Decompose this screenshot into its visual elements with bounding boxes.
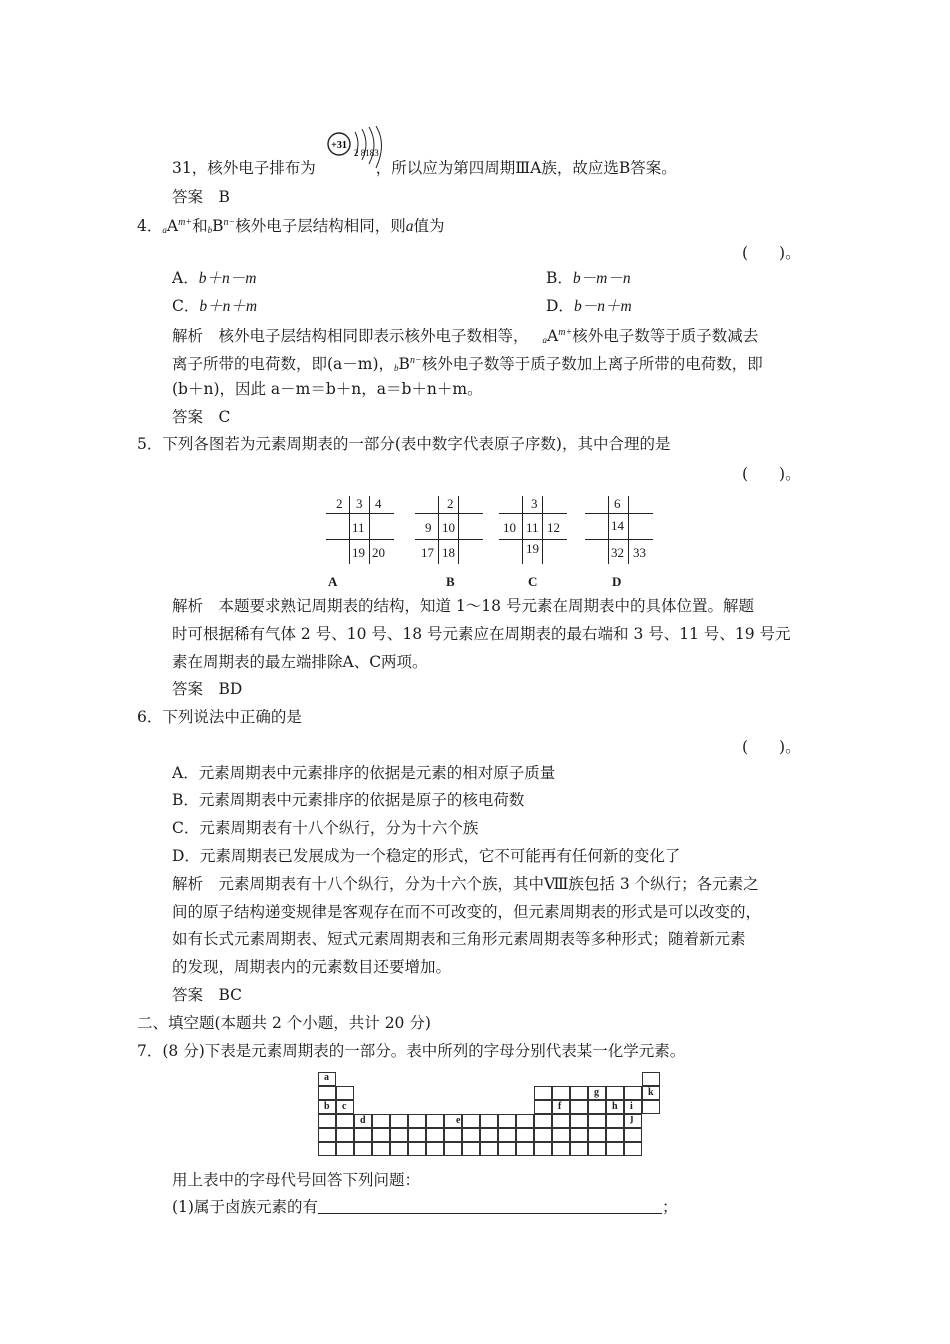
- atom-shells: 2 8183: [354, 148, 379, 158]
- q7-sub-1-text: (1)属于卤族元素的有: [172, 1198, 318, 1216]
- table-cell: [462, 1128, 480, 1142]
- table-cell: [570, 1128, 588, 1142]
- q5-figure-c: [499, 496, 567, 591]
- fig-b-num: 18: [442, 545, 455, 560]
- section-2-title: 二、填空题(本题共 2 个小题，共计 20 分): [137, 1014, 431, 1032]
- q3-line1-prefix: 31，核外电子排布为: [172, 159, 316, 177]
- table-cell: [624, 1142, 642, 1156]
- table-cell: [318, 1142, 336, 1156]
- q5-answer: 答案 BD: [172, 680, 243, 698]
- q4-option-a-value: b＋n－m: [198, 270, 257, 287]
- table-cell: [372, 1128, 390, 1142]
- element-b: b: [324, 1101, 330, 1112]
- table-cell: [462, 1114, 480, 1128]
- element-d: d: [360, 1115, 366, 1126]
- q4-option-b[interactable]: [546, 268, 631, 289]
- table-cell: [336, 1128, 354, 1142]
- q7-instruction: 用上表中的字母代号回答下列问题：: [172, 1171, 421, 1189]
- element-e: e: [456, 1115, 461, 1126]
- q7-sub-1-answer-blank[interactable]: [318, 1198, 662, 1214]
- element-k: k: [648, 1087, 654, 1098]
- table-cell: [372, 1142, 390, 1156]
- fig-a-num: 11: [352, 520, 365, 535]
- fig-c-num: 19: [526, 541, 539, 556]
- q6-analysis-3: 如有长式元素周期表、短式元素周期表和三角形元素周期表等多种形式；随着新元素: [172, 930, 746, 948]
- table-cell: [498, 1114, 516, 1128]
- periodic-table-fragment: [318, 1072, 660, 1156]
- table-cell: [408, 1142, 426, 1156]
- q4-option-d[interactable]: [546, 296, 632, 317]
- q4-analysis-2: [172, 351, 763, 378]
- table-cell: [354, 1128, 372, 1142]
- table-cell: [480, 1114, 498, 1128]
- table-cell: [606, 1114, 624, 1128]
- q6-answer: 答案 BC: [172, 986, 243, 1004]
- q4-analysis-ion-a: A: [547, 327, 559, 345]
- table-cell: [534, 1114, 552, 1128]
- table-cell: [408, 1114, 426, 1128]
- table-cell: [516, 1142, 534, 1156]
- fig-d-num: 32: [611, 545, 624, 560]
- table-cell: [372, 1114, 390, 1128]
- q4-option-d-label: D．: [546, 297, 574, 315]
- table-cell: [624, 1128, 642, 1142]
- table-cell: [426, 1114, 444, 1128]
- table-cell: [516, 1128, 534, 1142]
- q4-option-c[interactable]: [172, 296, 257, 317]
- q7-sub-1: [172, 1197, 677, 1217]
- table-cell: [606, 1142, 624, 1156]
- q4-analysis-1-tail: 核外电子数等于质子数减去: [572, 327, 759, 345]
- q6-option-a[interactable]: A．元素周期表中元素排序的依据是元素的相对原子质量: [172, 764, 556, 782]
- table-cell: [354, 1142, 372, 1156]
- q5-answer-paren: ( )。: [742, 465, 801, 483]
- q5-analysis-1: 解析 本题要求熟记周期表的结构，知道 1～18 号元素在周期表中的具体位置。解题: [172, 597, 754, 615]
- element-g: g: [594, 1087, 599, 1098]
- q6-analysis-4: 的发现，周期表内的元素数目还要增加。: [172, 958, 452, 976]
- q6-stem: 6．下列说法中正确的是: [137, 708, 302, 726]
- q7-stem: 7．(8 分)下表是元素周期表的一部分。表中所列的字母分别代表某一化学元素。: [137, 1042, 686, 1060]
- q4-analysis-2-tail: 核外电子数等于质子数加上离子所带的电荷数，即: [421, 355, 763, 373]
- q5-stem: 5．下列各图若为元素周期表的一部分(表中数字代表原子序数)，其中合理的是: [137, 435, 671, 453]
- table-cell: [336, 1142, 354, 1156]
- q4-analysis-sup-b: n−: [409, 355, 422, 366]
- q4-option-a-label: A．: [172, 269, 199, 287]
- table-cell: [480, 1142, 498, 1156]
- q4-stem: [137, 213, 445, 240]
- fig-b-num: 17: [421, 545, 434, 560]
- q4-option-b-label: B．: [546, 269, 573, 287]
- q4-sub-a: a: [162, 225, 167, 235]
- fig-c-caption: C: [528, 574, 538, 589]
- fig-a-num: 19: [352, 545, 365, 560]
- q4-post: 核外电子层结构相同，则: [235, 217, 406, 235]
- table-cell: [498, 1128, 516, 1142]
- table-cell: [588, 1114, 606, 1128]
- element-c: c: [342, 1101, 347, 1112]
- table-cell: [390, 1142, 408, 1156]
- table-cell: [318, 1128, 336, 1142]
- table-cell: [552, 1142, 570, 1156]
- q4-analysis-ion-b: B: [398, 355, 410, 373]
- fig-d-caption: D: [612, 574, 622, 589]
- fig-d-num: 6: [614, 496, 621, 511]
- q3-answer: 答案 B: [172, 188, 230, 206]
- q4-analysis-1: [172, 323, 758, 350]
- table-cell: [480, 1128, 498, 1142]
- q6-option-d[interactable]: D．元素周期表已发展成为一个稳定的形式，它不可能再有任何新的变化了: [172, 847, 681, 865]
- q4-analysis-sub-a: a: [542, 335, 548, 345]
- q4-var: a: [405, 218, 414, 235]
- q4-answer-paren: ( )。: [742, 244, 801, 262]
- fig-c-num: 11: [526, 520, 539, 535]
- q4-ion-b: B: [212, 217, 224, 235]
- table-cell: [462, 1142, 480, 1156]
- table-cell: [318, 1114, 336, 1128]
- table-cell: [570, 1114, 588, 1128]
- fig-d-num: 33: [633, 545, 646, 560]
- q5-analysis-3: 素在周期表的最左端排除A、C两项。: [172, 653, 428, 671]
- q6-answer-paren: ( )。: [742, 738, 801, 756]
- q4-analysis-sub-b: b: [394, 363, 399, 373]
- q4-analysis-sup-a: m+: [558, 327, 573, 338]
- q4-analysis-2-text: 离子所带的电荷数，即(a－m)，: [172, 355, 395, 373]
- table-cell: [390, 1128, 408, 1142]
- table-cell: [390, 1114, 408, 1128]
- q4-option-a[interactable]: [172, 268, 256, 289]
- q4-option-b-value: b－m－n: [572, 270, 631, 287]
- q5-figure-a: [326, 496, 394, 591]
- q4-option-c-label: C．: [172, 297, 200, 315]
- q3-line-1: [172, 158, 677, 178]
- table-cell: [444, 1128, 462, 1142]
- table-cell: [426, 1128, 444, 1142]
- element-i: i: [630, 1101, 633, 1112]
- q5-figure-b: [415, 496, 483, 591]
- q4-end: 值为: [413, 217, 445, 235]
- q4-analysis-3: (b＋n)，因此 a－m＝b＋n，a＝b＋n＋m。: [172, 380, 483, 398]
- q4-answer: 答案 C: [172, 408, 231, 426]
- table-cell: [516, 1114, 534, 1128]
- table-cell: [498, 1142, 516, 1156]
- fig-a-num: 3: [356, 496, 363, 511]
- q4-option-c-value: b＋n＋m: [199, 298, 258, 315]
- q6-analysis-1: 解析 元素周期表有十八个纵行，分为十六个族，其中Ⅷ族包括 3 个纵行；各元素之: [172, 875, 759, 893]
- q5-figure-d: [585, 496, 653, 591]
- fig-b-num: 2: [447, 496, 454, 511]
- table-cell: [534, 1142, 552, 1156]
- q6-option-c[interactable]: C．元素周期表有十八个纵行，分为十六个族: [172, 819, 479, 837]
- table-cell: [552, 1114, 570, 1128]
- q4-sup-a: m+: [178, 217, 193, 228]
- q4-analysis-1-text: 解析 核外电子层结构相同即表示核外电子数相等，: [172, 327, 529, 345]
- table-cell: [552, 1128, 570, 1142]
- table-cell: [408, 1128, 426, 1142]
- fig-a-num: 4: [375, 496, 382, 511]
- table-cell: [534, 1128, 552, 1142]
- q6-option-b[interactable]: B．元素周期表中元素排序的依据是原子的核电荷数: [172, 791, 525, 809]
- atom-nucleus: +31: [331, 140, 347, 151]
- fig-c-num: 3: [531, 496, 538, 511]
- fig-b-caption: B: [446, 574, 455, 589]
- q4-sup-b: n−: [223, 217, 236, 228]
- element-j: j: [630, 1113, 634, 1124]
- fig-c-num: 12: [547, 520, 560, 535]
- table-cell: [588, 1142, 606, 1156]
- table-cell: [606, 1128, 624, 1142]
- atom-structure-diagram: [325, 126, 395, 176]
- fig-b-num: 10: [442, 520, 455, 535]
- table-cell: [570, 1142, 588, 1156]
- q4-ion-a: A: [166, 217, 179, 235]
- q7-sub-1-end: ；: [661, 1198, 678, 1216]
- q5-analysis-2: 时可根据稀有气体 2 号、10 号、18 号元素应在周期表的最右端和 3 号、11 号、19 号元: [172, 625, 791, 643]
- fig-a-num: 20: [372, 545, 385, 560]
- fig-d-num: 14: [611, 518, 624, 533]
- element-h: h: [612, 1101, 618, 1112]
- fig-b-num: 9: [425, 520, 432, 535]
- q6-analysis-2: 间的原子结构递变规律是客观存在而不可改变的，但元素周期表的形式是可以改变的，: [172, 903, 762, 921]
- table-cell: [588, 1128, 606, 1142]
- fig-a-num: 2: [336, 496, 343, 511]
- q4-mid: 和: [192, 217, 208, 235]
- table-cell: [426, 1142, 444, 1156]
- element-f: f: [558, 1101, 562, 1112]
- q4-option-d-value: b－n＋m: [573, 298, 632, 315]
- table-cell: [336, 1114, 354, 1128]
- table-cell: [444, 1142, 462, 1156]
- q3-line1-suffix: ，所以应为第四周期ⅢA族，故应选B答案。: [375, 159, 677, 177]
- q4-number: 4．: [137, 217, 163, 235]
- fig-a-caption: A: [328, 574, 338, 589]
- fig-c-num: 10: [503, 520, 516, 535]
- q4-sub-b: b: [207, 225, 213, 235]
- element-a: a: [324, 1072, 329, 1083]
